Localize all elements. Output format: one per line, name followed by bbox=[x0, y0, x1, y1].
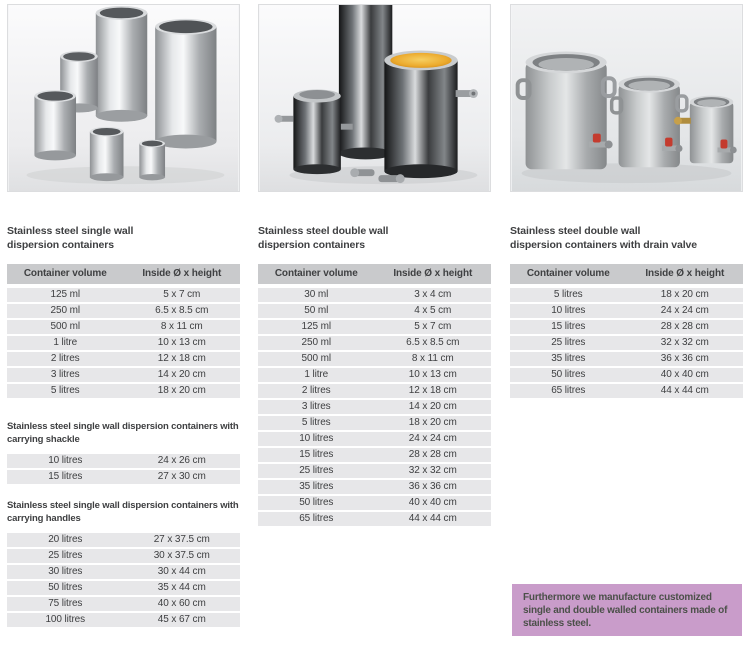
table-cell: 1 litre bbox=[53, 337, 78, 348]
table-cell: 15 litres bbox=[299, 449, 334, 460]
table-header-row bbox=[510, 264, 743, 284]
heading-line: Stainless steel single wall bbox=[7, 225, 134, 237]
table-cell: 28 x 28 cm bbox=[408, 449, 457, 460]
table-cell: 10 x 13 cm bbox=[408, 369, 457, 380]
table-row bbox=[7, 597, 240, 611]
table-cell: 100 litres bbox=[45, 614, 86, 625]
table-body bbox=[7, 288, 240, 398]
table-cell: 10 litres bbox=[551, 305, 586, 316]
table-cell: 35 litres bbox=[551, 353, 586, 364]
section-heading-single-wall bbox=[7, 224, 240, 252]
table-cell: 44 x 44 cm bbox=[408, 513, 457, 524]
table-row bbox=[258, 304, 491, 318]
table-cell: 25 litres bbox=[299, 465, 334, 476]
table-row bbox=[258, 336, 491, 350]
table-cell: 10 litres bbox=[299, 433, 334, 444]
table-cell: 32 x 32 cm bbox=[660, 337, 709, 348]
table-cell: 1 litre bbox=[304, 369, 329, 380]
table-row bbox=[7, 368, 240, 382]
table-cell: 12 x 18 cm bbox=[157, 353, 206, 364]
table-row bbox=[510, 320, 743, 334]
table-cell: 6.5 x 8.5 cm bbox=[406, 337, 460, 348]
column-header-size: Inside Ø x height bbox=[645, 268, 725, 279]
heading-line: dispersion containers bbox=[7, 239, 115, 251]
table-cell: 40 x 40 cm bbox=[408, 497, 457, 508]
table-cell: 32 x 32 cm bbox=[408, 465, 457, 476]
column-single-wall bbox=[7, 0, 240, 629]
size-table-carrying-shackle bbox=[7, 454, 240, 484]
table-row bbox=[7, 613, 240, 627]
table-row bbox=[7, 470, 240, 484]
table-row bbox=[258, 480, 491, 494]
table-row bbox=[7, 320, 240, 334]
table-row bbox=[258, 416, 491, 430]
table-cell: 20 litres bbox=[48, 534, 83, 545]
table-cell: 3 litres bbox=[301, 401, 331, 412]
table-cell: 3 x 4 cm bbox=[414, 289, 452, 300]
table-cell: 500 ml bbox=[301, 353, 331, 364]
table-cell: 50 litres bbox=[551, 369, 586, 380]
table-cell: 30 litres bbox=[48, 566, 83, 577]
column-double-wall bbox=[258, 0, 491, 528]
column-double-wall-drain-valve bbox=[510, 0, 743, 400]
table-cell: 18 x 20 cm bbox=[660, 289, 709, 300]
table-cell: 45 x 67 cm bbox=[157, 614, 206, 625]
table-cell: 40 x 40 cm bbox=[660, 369, 709, 380]
heading-line: dispersion containers with drain valve bbox=[510, 239, 698, 251]
table-row bbox=[258, 512, 491, 526]
table-cell: 5 x 7 cm bbox=[163, 289, 201, 300]
table-cell: 65 litres bbox=[299, 513, 334, 524]
table-cell: 125 ml bbox=[301, 321, 331, 332]
table-row bbox=[510, 336, 743, 350]
table-cell: 8 x 11 cm bbox=[160, 321, 203, 332]
table-cell: 35 litres bbox=[299, 481, 334, 492]
table-cell: 44 x 44 cm bbox=[660, 385, 709, 396]
table-row bbox=[258, 464, 491, 478]
table-row bbox=[7, 533, 240, 547]
table-cell: 2 litres bbox=[301, 385, 331, 396]
table-cell: 5 x 7 cm bbox=[414, 321, 452, 332]
table-cell: 50 litres bbox=[299, 497, 334, 508]
table-cell: 15 litres bbox=[551, 321, 586, 332]
table-cell: 27 x 37.5 cm bbox=[153, 534, 210, 545]
table-body bbox=[7, 454, 240, 484]
table-header-row bbox=[258, 264, 491, 284]
table-cell: 36 x 36 cm bbox=[408, 481, 457, 492]
table-row bbox=[510, 288, 743, 302]
table-cell: 14 x 20 cm bbox=[157, 369, 206, 380]
table-cell: 28 x 28 cm bbox=[660, 321, 709, 332]
table-cell: 50 ml bbox=[304, 305, 329, 316]
table-cell: 2 litres bbox=[50, 353, 80, 364]
section-heading-drain-valve bbox=[510, 224, 743, 252]
table-cell: 65 litres bbox=[551, 385, 586, 396]
table-cell: 24 x 24 cm bbox=[408, 433, 457, 444]
table-row bbox=[258, 320, 491, 334]
heading-line: Stainless steel double wall bbox=[510, 225, 641, 237]
table-row bbox=[7, 549, 240, 563]
table-row bbox=[7, 454, 240, 468]
table-cell: 36 x 36 cm bbox=[660, 353, 709, 364]
table-cell: 14 x 20 cm bbox=[408, 401, 457, 412]
table-cell: 125 ml bbox=[50, 289, 80, 300]
table-cell: 24 x 26 cm bbox=[157, 455, 206, 466]
table-cell: 250 ml bbox=[50, 305, 80, 316]
table-row bbox=[258, 400, 491, 414]
table-cell: 500 ml bbox=[50, 321, 80, 332]
table-cell: 8 x 11 cm bbox=[411, 353, 454, 364]
table-cell: 10 x 13 cm bbox=[157, 337, 206, 348]
table-cell: 24 x 24 cm bbox=[660, 305, 709, 316]
product-photo-single-wall-containers bbox=[7, 4, 240, 192]
table-cell: 25 litres bbox=[48, 550, 83, 561]
table-row bbox=[510, 304, 743, 318]
table-body bbox=[258, 288, 491, 526]
table-cell: 40 x 60 cm bbox=[157, 598, 206, 609]
table-row bbox=[7, 304, 240, 318]
table-row bbox=[258, 288, 491, 302]
table-body bbox=[7, 533, 240, 627]
table-cell: 5 litres bbox=[50, 385, 80, 396]
custom-manufacture-note: Furthermore we manufacture customized single and double walled containers made of stainless steel. bbox=[512, 584, 742, 636]
table-row bbox=[7, 384, 240, 398]
table-cell: 18 x 20 cm bbox=[408, 417, 457, 428]
table-cell: 25 litres bbox=[551, 337, 586, 348]
table-cell: 30 x 44 cm bbox=[157, 566, 206, 577]
table-cell: 50 litres bbox=[48, 582, 83, 593]
table-row bbox=[258, 432, 491, 446]
table-cell: 10 litres bbox=[48, 455, 83, 466]
table-header-row bbox=[7, 264, 240, 284]
size-table-single-wall bbox=[7, 264, 240, 398]
column-header-volume: Container volume bbox=[23, 268, 107, 279]
table-row bbox=[510, 368, 743, 382]
table-row bbox=[510, 352, 743, 366]
table-cell: 250 ml bbox=[301, 337, 331, 348]
section-heading-carrying-shackle: Stainless steel single wall dispersion containers with carrying shackle bbox=[7, 421, 239, 445]
heading-line: dispersion containers bbox=[258, 239, 366, 251]
table-row bbox=[7, 336, 240, 350]
drain-valve-containers-image bbox=[511, 5, 742, 191]
table-row bbox=[258, 384, 491, 398]
size-table-carrying-handles bbox=[7, 533, 240, 627]
table-cell: 5 litres bbox=[553, 289, 583, 300]
table-row bbox=[7, 565, 240, 579]
section-heading-carrying-handles: Stainless steel single wall dispersion containers with carrying handles bbox=[7, 500, 239, 524]
table-row bbox=[7, 352, 240, 366]
table-body bbox=[510, 288, 743, 398]
table-row bbox=[7, 581, 240, 595]
single-wall-containers-image bbox=[8, 5, 239, 191]
table-row bbox=[258, 352, 491, 366]
table-cell: 5 litres bbox=[301, 417, 331, 428]
column-header-volume: Container volume bbox=[526, 268, 610, 279]
column-header-size: Inside Ø x height bbox=[393, 268, 473, 279]
table-cell: 35 x 44 cm bbox=[157, 582, 206, 593]
table-cell: 3 litres bbox=[50, 369, 80, 380]
table-cell: 4 x 5 cm bbox=[414, 305, 452, 316]
table-cell: 30 x 37.5 cm bbox=[153, 550, 210, 561]
size-table-double-wall bbox=[258, 264, 491, 526]
table-cell: 15 litres bbox=[48, 471, 83, 482]
table-row bbox=[7, 288, 240, 302]
section-heading-double-wall bbox=[258, 224, 491, 252]
table-cell: 6.5 x 8.5 cm bbox=[155, 305, 209, 316]
heading-line: Stainless steel double wall bbox=[258, 225, 389, 237]
table-row bbox=[258, 448, 491, 462]
column-header-volume: Container volume bbox=[274, 268, 358, 279]
table-cell: 30 ml bbox=[304, 289, 329, 300]
table-row bbox=[258, 368, 491, 382]
table-cell: 18 x 20 cm bbox=[157, 385, 206, 396]
product-photo-double-wall-containers bbox=[258, 4, 491, 192]
product-photo-drain-valve-containers bbox=[510, 4, 743, 192]
table-cell: 12 x 18 cm bbox=[408, 385, 457, 396]
column-header-size: Inside Ø x height bbox=[142, 268, 222, 279]
double-wall-containers-image bbox=[259, 5, 490, 191]
table-row bbox=[510, 384, 743, 398]
table-row bbox=[258, 496, 491, 510]
size-table-drain-valve bbox=[510, 264, 743, 398]
table-cell: 75 litres bbox=[48, 598, 83, 609]
table-cell: 27 x 30 cm bbox=[157, 471, 206, 482]
